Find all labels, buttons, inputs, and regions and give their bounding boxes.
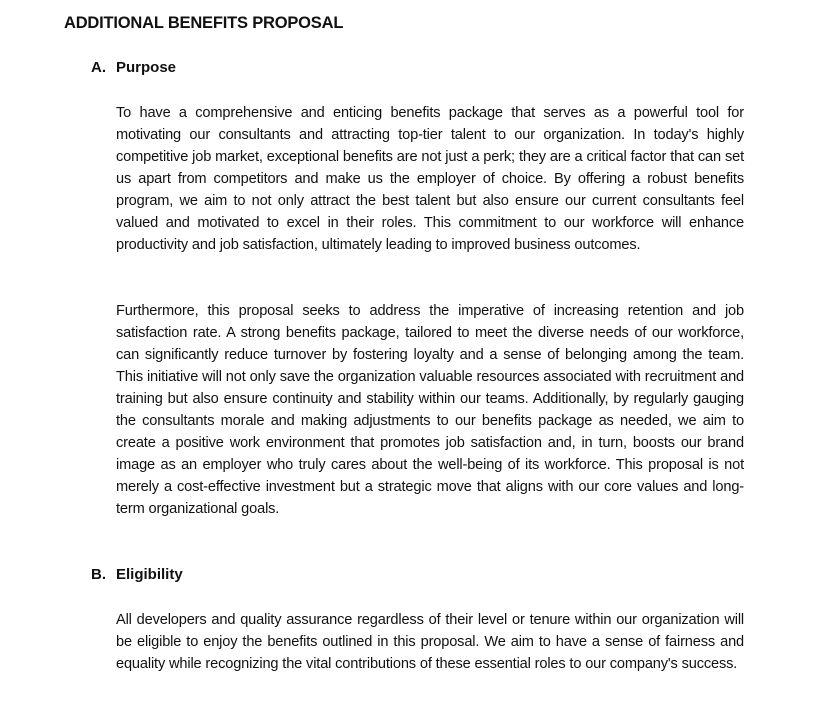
section-title: Eligibility — [116, 566, 183, 583]
eligibility-paragraph: All developers and quality assurance regardless of their level or tenure within our organization will be eligible to enjoy the benefits outlined in this proposal. We aim to have a sense of fairness and equality while recognizing the vital contributions of these essential roles to our company's success. — [116, 612, 744, 672]
purpose-paragraph-1: To have a comprehensive and enticing benefits package that serves as a powerful tool for motivating our consultants and attracting top-tier talent to our organization. In today's highly competitive job market, exceptional benefits are not just a perk; they are a critical factor that can set us apart from competitors and make us the employer of choice. By offering a robust benefits program, we aim to not only attract the best talent but also ensure our current consultants feel valued and motivated to excel in their roles. This commitment to our workforce will enhance productivity and job satisfaction, ultimately leading to improved business outcomes. — [116, 105, 744, 253]
section-heading-eligibility — [91, 565, 183, 585]
section-title: Purpose — [116, 59, 177, 76]
section-letter: B. — [91, 566, 106, 583]
section-letter: A. — [91, 59, 106, 76]
document-title: ADDITIONAL BENEFITS PROPOSAL — [64, 14, 344, 32]
purpose-paragraph-2: Furthermore, this proposal seeks to address the imperative of increasing retention and job satisfaction rate. A strong benefits package, tailored to meet the diverse needs of our workforce, can significantly reduce turnover by fostering loyalty and a sense of belonging among the team. This initiative will not only save the organization valuable resources associated with recruitment and training but also ensure continuity and stability within our teams. Additionally, by regularly gauging the consultants morale and making adjustments to our benefits package as needed, we aim to create a positive work environment that promotes job satisfaction and, in turn, boosts our brand image as an employer who truly cares about the well-being of its workforce. This proposal is not merely a cost-effective investment but a strategic move that aligns with our core values and long-term organizational goals. — [116, 303, 744, 517]
section-heading-purpose — [91, 58, 176, 78]
